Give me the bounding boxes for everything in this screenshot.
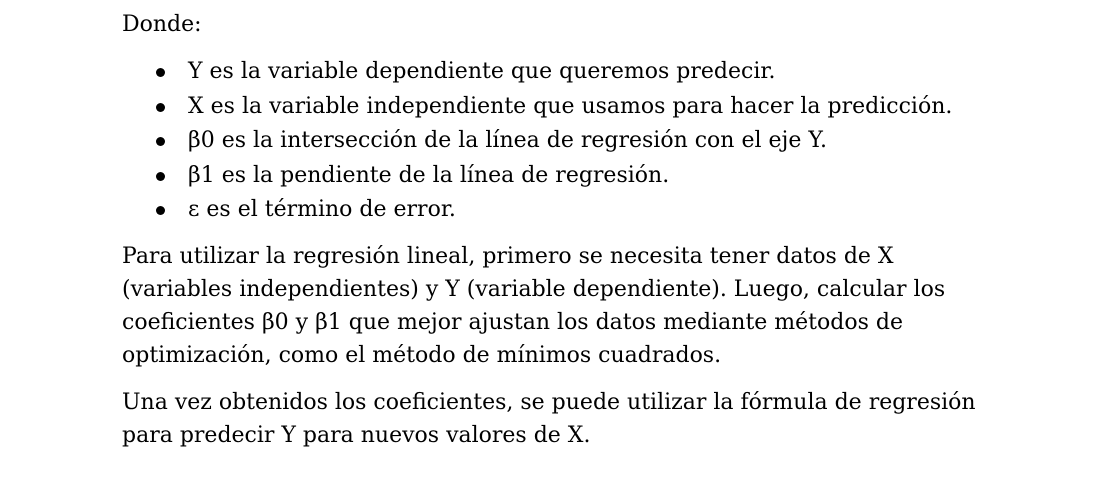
definition-text-beta1: β1 es la pendiente de la línea de regresión. — [188, 162, 670, 188]
paragraph-usage: Para utilizar la regresión lineal, primero se necesita tener datos de X (variables independientes) y Y (variable dependiente). Luego, calcular los coeficientes β0 y β1 que mejor ajustan los datos mediante métodos de optimización, como el método de mínimos cuadrados. — [122, 243, 946, 368]
list-item — [122, 90, 1022, 125]
list-item — [122, 193, 1022, 228]
bullet-icon — [156, 68, 165, 77]
document-body — [122, 8, 1022, 466]
definition-text-y: Y es la variable dependiente que queremos predecir. — [188, 59, 776, 84]
paragraph-prediction: Una vez obtenidos los coeficientes, se puede utilizar la fórmula de regresión para predecir Y para nuevos valores de X. — [122, 389, 976, 448]
list-item — [122, 159, 1022, 194]
list-item — [122, 124, 1022, 159]
definition-text-beta0: β0 es la intersección de la línea de regresión con el eje Y. — [188, 128, 828, 153]
definition-text-epsilon: ε es el término de error. — [188, 197, 456, 222]
bullet-icon — [156, 172, 165, 181]
bullet-icon — [156, 103, 165, 112]
bullet-icon — [156, 206, 165, 215]
definition-text-x: X es la variable independiente que usamos para hacer la predicción. — [188, 93, 953, 119]
definition-list — [122, 55, 1022, 228]
list-item — [122, 55, 1022, 90]
bullet-icon — [156, 137, 165, 146]
intro-label: Donde: — [122, 12, 202, 37]
